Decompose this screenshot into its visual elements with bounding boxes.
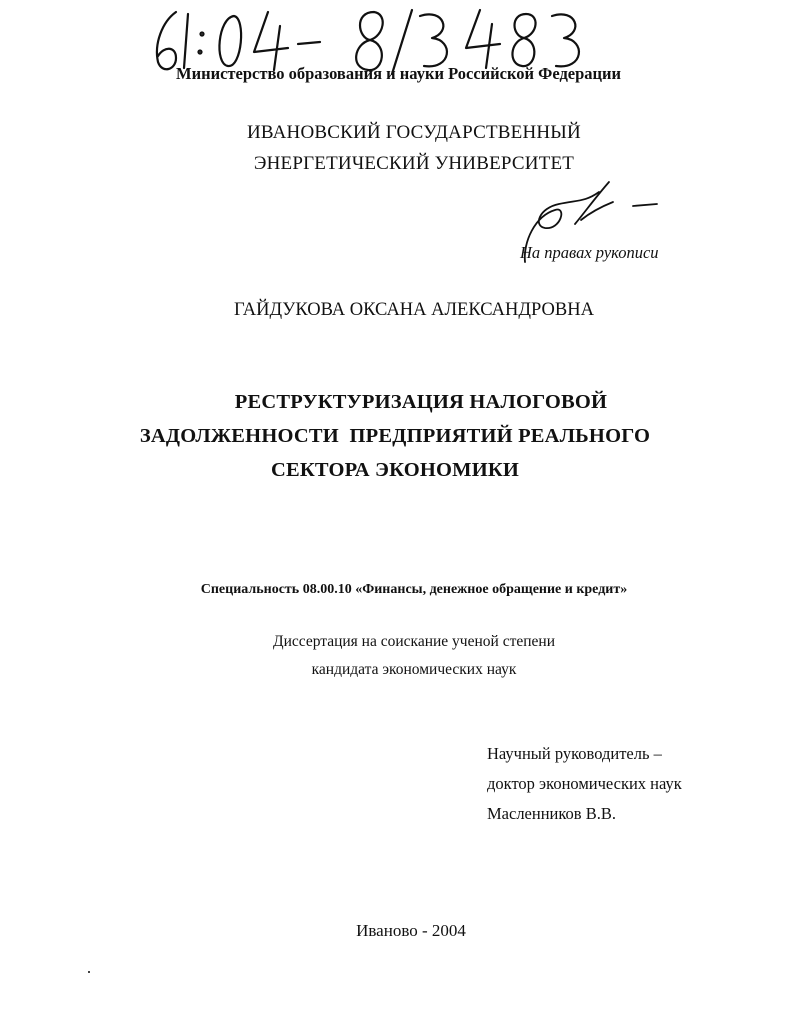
- author-name: ГАЙДУКОВА ОКСАНА АЛЕКСАНДРОВНА: [234, 300, 594, 320]
- scan-speck: [88, 971, 90, 973]
- degree-line-1: Диссертация на соискание ученой степени: [273, 633, 555, 650]
- supervisor-name: Масленников В.В.: [487, 804, 616, 823]
- manuscript-rights-note: На правах рукописи: [520, 243, 659, 262]
- university-name-line-1: ИВАНОВСКИЙ ГОСУДАРСТВЕННЫЙ: [247, 122, 581, 143]
- thesis-title-line-3: СЕКТОРА ЭКОНОМИКИ: [270, 459, 520, 481]
- city-year: Иваново - 2004: [356, 921, 466, 940]
- thesis-title-line-2: ЗАДОЛЖЕННОСТИ ПРЕДПРИЯТИЙ РЕАЛЬНОГО: [139, 425, 651, 447]
- supervisor-degree: доктор экономических наук: [487, 774, 682, 793]
- supervisor-role: Научный руководитель –: [487, 744, 662, 763]
- specialty-line: Специальность 08.00.10 «Финансы, денежное обращение и кредит»: [200, 582, 628, 597]
- ministry-header: Министерство образования и науки Российской Федерации: [176, 64, 622, 83]
- thesis-title-line-1: РЕСТРУКТУРИЗАЦИЯ НАЛОГОВОЙ: [234, 391, 608, 413]
- university-name-line-2: ЭНЕРГЕТИЧЕСКИЙ УНИВЕРСИТЕТ: [253, 153, 575, 174]
- degree-line-2: кандидата экономических наук: [311, 661, 517, 678]
